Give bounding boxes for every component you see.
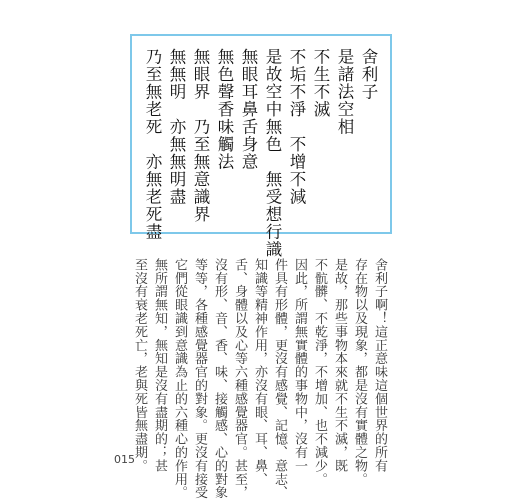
sutra-column: 不垢不淨 不增不減: [287, 48, 306, 206]
commentary-column: 至沒有衰老死亡，老與死皆無盡期。: [132, 258, 147, 473]
sutra-column: 無眼界 乃至無意識界: [191, 48, 210, 223]
commentary-column: 是故，那些事物本來就不生不滅，既: [332, 258, 347, 473]
commentary-column: 舍利子啊！這正意味這個世界的所有: [372, 258, 387, 473]
commentary-column: 知識等精神作用，亦沒有眼、耳、鼻、: [252, 258, 267, 486]
commentary-column: 等等，各種感覺器官的對象。更沒有接受: [192, 258, 207, 500]
sutra-column: 是故空中無色 無受想行識: [263, 48, 282, 258]
sutra-text-box: [130, 34, 392, 258]
sutra-column: 舍利子: [359, 48, 378, 101]
sutra-column: 無色聲香味觸法: [215, 48, 234, 171]
commentary-column: 無所謂無知，無知是沒有盡期的；甚: [152, 258, 167, 473]
sutra-column: 是諸法空相: [335, 48, 354, 136]
commentary-column: 存在物以及現象，都是沒有實體之物。: [352, 258, 367, 486]
commentary-column: 它們從眼識到意識為止的六種心的作用。: [172, 258, 187, 500]
commentary-column: 舌、身體以及心等六種感覺器官。甚至，: [232, 258, 247, 500]
page-number: 015: [114, 453, 135, 466]
sutra-column: 不生不滅: [311, 48, 330, 118]
commentary-column: 沒有形、音、香、味、接觸感、心的對象: [212, 258, 227, 500]
sutra-column: 無眼耳鼻舌身意: [239, 48, 258, 171]
sutra-column: 無無明 亦無無明盡: [167, 48, 186, 206]
commentary-column: 件具有形體，更沒有感覺、記憶、意志、: [272, 258, 287, 500]
sutra-column: 乃至無老死 亦無老死盡: [143, 48, 162, 241]
commentary-column: 因此，所謂無實體的事物中，沒有一: [292, 258, 307, 473]
commentary-column: 不骯髒、不乾淨，不增加、也不減少。: [312, 258, 327, 486]
